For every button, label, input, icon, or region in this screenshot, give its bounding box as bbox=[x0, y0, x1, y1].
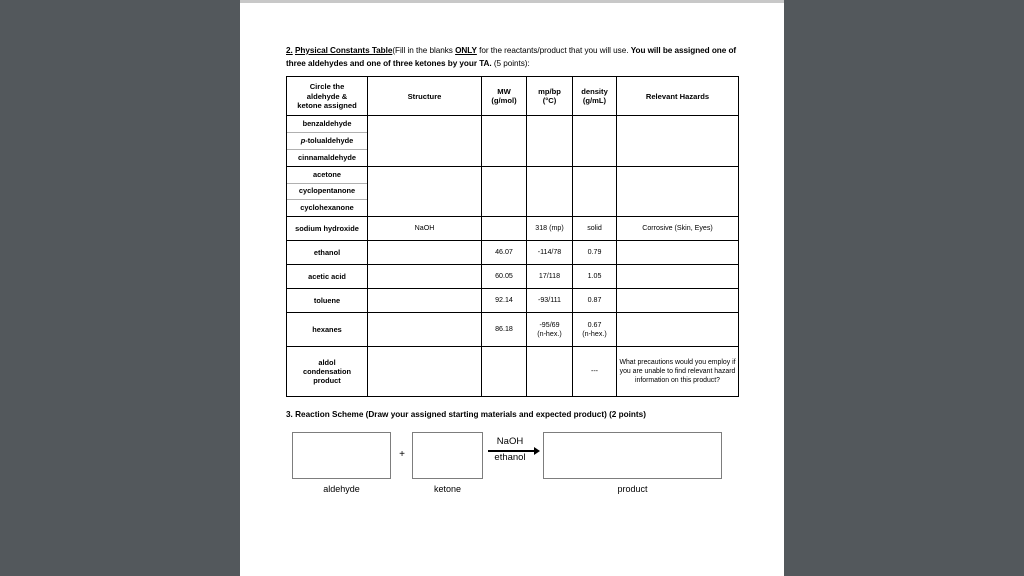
section-2-instructions-part2: for the reactants/product that you will use. bbox=[476, 46, 631, 55]
section-3-instructions: (Draw your assigned starting materials and expected product) (2 points) bbox=[363, 410, 646, 420]
header-circle-line1: Circle the bbox=[309, 82, 345, 92]
row-mpbp-aldol-product[interactable] bbox=[527, 347, 573, 397]
draw-box-product[interactable] bbox=[543, 432, 722, 479]
header-relevant-hazards: Relevant Hazards bbox=[617, 77, 739, 116]
row-density-hexanes bbox=[573, 313, 617, 347]
physical-constants-table bbox=[286, 76, 739, 397]
row-density-acetic-acid: 1.05 bbox=[573, 265, 617, 289]
row-mw-hexanes: 86.18 bbox=[482, 313, 527, 347]
aldehyde-hazards-blank[interactable] bbox=[617, 116, 739, 166]
table-row-aldehydes bbox=[287, 116, 739, 166]
row-mpbp-sodium-hydroxide: 318 (mp) bbox=[527, 217, 573, 241]
row-structure-sodium-hydroxide: NaOH bbox=[368, 217, 482, 241]
caption-ketone: ketone bbox=[433, 484, 462, 495]
ketone-mpbp-blank[interactable] bbox=[527, 166, 573, 216]
row-name-sodium-hydroxide: sodium hydroxide bbox=[287, 217, 368, 241]
row-mpbp-hexanes-line1: -95/69 bbox=[539, 321, 560, 330]
row-mpbp-toluene: -93/111 bbox=[527, 289, 573, 313]
header-density-line2: (g/mL) bbox=[582, 96, 607, 106]
section-2-points: (5 points): bbox=[491, 59, 530, 69]
row-density-aldol-product: --- bbox=[573, 347, 617, 397]
row-structure-toluene[interactable] bbox=[368, 289, 482, 313]
row-mpbp-hexanes bbox=[527, 313, 573, 347]
row-density-ethanol: 0.79 bbox=[573, 241, 617, 265]
aldol-name-line2: condensation bbox=[302, 367, 352, 377]
header-structure: Structure bbox=[368, 77, 482, 116]
section-3-title: Reaction Scheme bbox=[295, 410, 364, 420]
ketone-hazards-blank[interactable] bbox=[617, 166, 739, 216]
section-2-instructions-bold: You will be assigned one of three aldehydes and one of three ketones by your TA. bbox=[286, 46, 737, 69]
row-density-hexanes-line1: 0.67 bbox=[587, 321, 602, 330]
row-name-aldol-product bbox=[287, 347, 368, 397]
choice-p-tolualdehyde[interactable] bbox=[287, 133, 367, 150]
aldol-name-line1: aldol bbox=[318, 358, 336, 368]
arrow-head-icon bbox=[534, 447, 540, 455]
table-row-aldol-product bbox=[287, 347, 739, 397]
row-name-hexanes: hexanes bbox=[287, 313, 368, 347]
section-2-instructions-emphasis: ONLY bbox=[455, 46, 477, 55]
header-mw-line2: (g/mol) bbox=[491, 96, 517, 106]
ketone-choice-cell[interactable] bbox=[287, 166, 368, 216]
row-hazards-ethanol[interactable] bbox=[617, 241, 739, 265]
header-density bbox=[573, 77, 617, 116]
aldol-name-line3: product bbox=[313, 376, 341, 386]
choice-p-italic: p bbox=[300, 136, 306, 146]
row-mpbp-ethanol: -114/78 bbox=[527, 241, 573, 265]
row-mpbp-acetic-acid: 17/118 bbox=[527, 265, 573, 289]
header-mw-line1: MW bbox=[497, 86, 511, 96]
choice-cyclohexanone[interactable]: cyclohexanone bbox=[300, 203, 354, 213]
ketone-mw-blank[interactable] bbox=[482, 166, 527, 216]
table-row bbox=[287, 265, 739, 289]
row-mw-ethanol: 46.07 bbox=[482, 241, 527, 265]
choice-cinnamaldehyde[interactable]: cinnamaldehyde bbox=[298, 152, 356, 162]
row-name-acetic-acid: acetic acid bbox=[287, 265, 368, 289]
caption-aldehyde: aldehyde bbox=[323, 484, 360, 495]
header-mpbp-line1: mp/bp bbox=[538, 86, 561, 96]
row-density-sodium-hydroxide: solid bbox=[573, 217, 617, 241]
section-2-number: 2. bbox=[286, 46, 293, 55]
choice-p-rest: -tolualdehyde bbox=[305, 136, 354, 146]
section-2-title: Physical Constants Table bbox=[294, 46, 393, 55]
caption-product: product bbox=[617, 484, 648, 495]
header-circle-assigned bbox=[287, 77, 368, 116]
table-row bbox=[287, 217, 739, 241]
plus-symbol: + bbox=[399, 449, 405, 461]
row-mw-sodium-hydroxide[interactable] bbox=[482, 217, 527, 241]
row-mpbp-hexanes-line2: (n-hex.) bbox=[537, 329, 562, 338]
row-structure-hexanes[interactable] bbox=[368, 313, 482, 347]
row-density-toluene: 0.87 bbox=[573, 289, 617, 313]
reaction-arrow-group bbox=[488, 436, 540, 476]
row-structure-ethanol[interactable] bbox=[368, 241, 482, 265]
page-content bbox=[286, 44, 742, 500]
row-name-toluene: toluene bbox=[287, 289, 368, 313]
table-row-ketones bbox=[287, 166, 739, 216]
choice-acetone[interactable]: acetone bbox=[287, 167, 367, 183]
row-structure-aldol-product[interactable] bbox=[368, 347, 482, 397]
section-2-heading bbox=[286, 44, 742, 70]
row-mw-aldol-product[interactable] bbox=[482, 347, 527, 397]
row-mw-toluene: 92.14 bbox=[482, 289, 527, 313]
row-hazards-toluene[interactable] bbox=[617, 289, 739, 313]
section-3-heading bbox=[286, 409, 742, 421]
aldehyde-choice-list bbox=[287, 116, 367, 165]
arrow-reagent-label: NaOH bbox=[496, 436, 524, 448]
header-mw bbox=[482, 77, 527, 116]
ketone-density-blank[interactable] bbox=[573, 166, 617, 216]
choice-benzaldehyde[interactable]: benzaldehyde bbox=[287, 116, 367, 132]
table-row bbox=[287, 241, 739, 265]
header-density-line1: density bbox=[581, 86, 608, 96]
header-mpbp bbox=[527, 77, 573, 116]
document-page bbox=[240, 3, 784, 576]
header-circle-line2: aldehyde & bbox=[306, 91, 348, 101]
table-header-row bbox=[287, 77, 739, 116]
arrow-solvent-label: ethanol bbox=[494, 452, 526, 464]
row-name-ethanol: ethanol bbox=[287, 241, 368, 265]
aldehyde-mw-blank[interactable] bbox=[482, 116, 527, 166]
row-hazards-acetic-acid[interactable] bbox=[617, 265, 739, 289]
draw-box-ketone[interactable] bbox=[412, 432, 483, 479]
aldehyde-structure-blank[interactable] bbox=[368, 116, 482, 166]
row-hazards-aldol-product[interactable]: What precautions would you employ if you are unable to find relevant hazard information on this product? bbox=[617, 347, 739, 397]
reaction-scheme bbox=[286, 428, 738, 500]
ketone-choice-list bbox=[287, 167, 367, 216]
aldehyde-density-blank[interactable] bbox=[573, 116, 617, 166]
aldehyde-choice-cell[interactable] bbox=[287, 116, 368, 166]
section-3-number: 3. bbox=[286, 410, 293, 420]
row-hazards-sodium-hydroxide: Corrosive (Skin, Eyes) bbox=[617, 217, 739, 241]
choice-cyclopentanone[interactable]: cyclopentanone bbox=[287, 183, 367, 200]
row-structure-acetic-acid[interactable] bbox=[368, 265, 482, 289]
section-2-instructions-part1: (Fill in the blanks bbox=[392, 46, 456, 55]
table-row bbox=[287, 313, 739, 347]
ketone-structure-blank[interactable] bbox=[368, 166, 482, 216]
row-density-hexanes-line2: (n-hex.) bbox=[582, 329, 607, 338]
row-hazards-hexanes[interactable] bbox=[617, 313, 739, 347]
draw-box-aldehyde[interactable] bbox=[292, 432, 391, 479]
row-mw-acetic-acid: 60.05 bbox=[482, 265, 527, 289]
aldehyde-mpbp-blank[interactable] bbox=[527, 116, 573, 166]
header-mpbp-line2: (°C) bbox=[542, 96, 557, 106]
table-row bbox=[287, 289, 739, 313]
header-circle-line3: ketone assigned bbox=[297, 101, 357, 111]
